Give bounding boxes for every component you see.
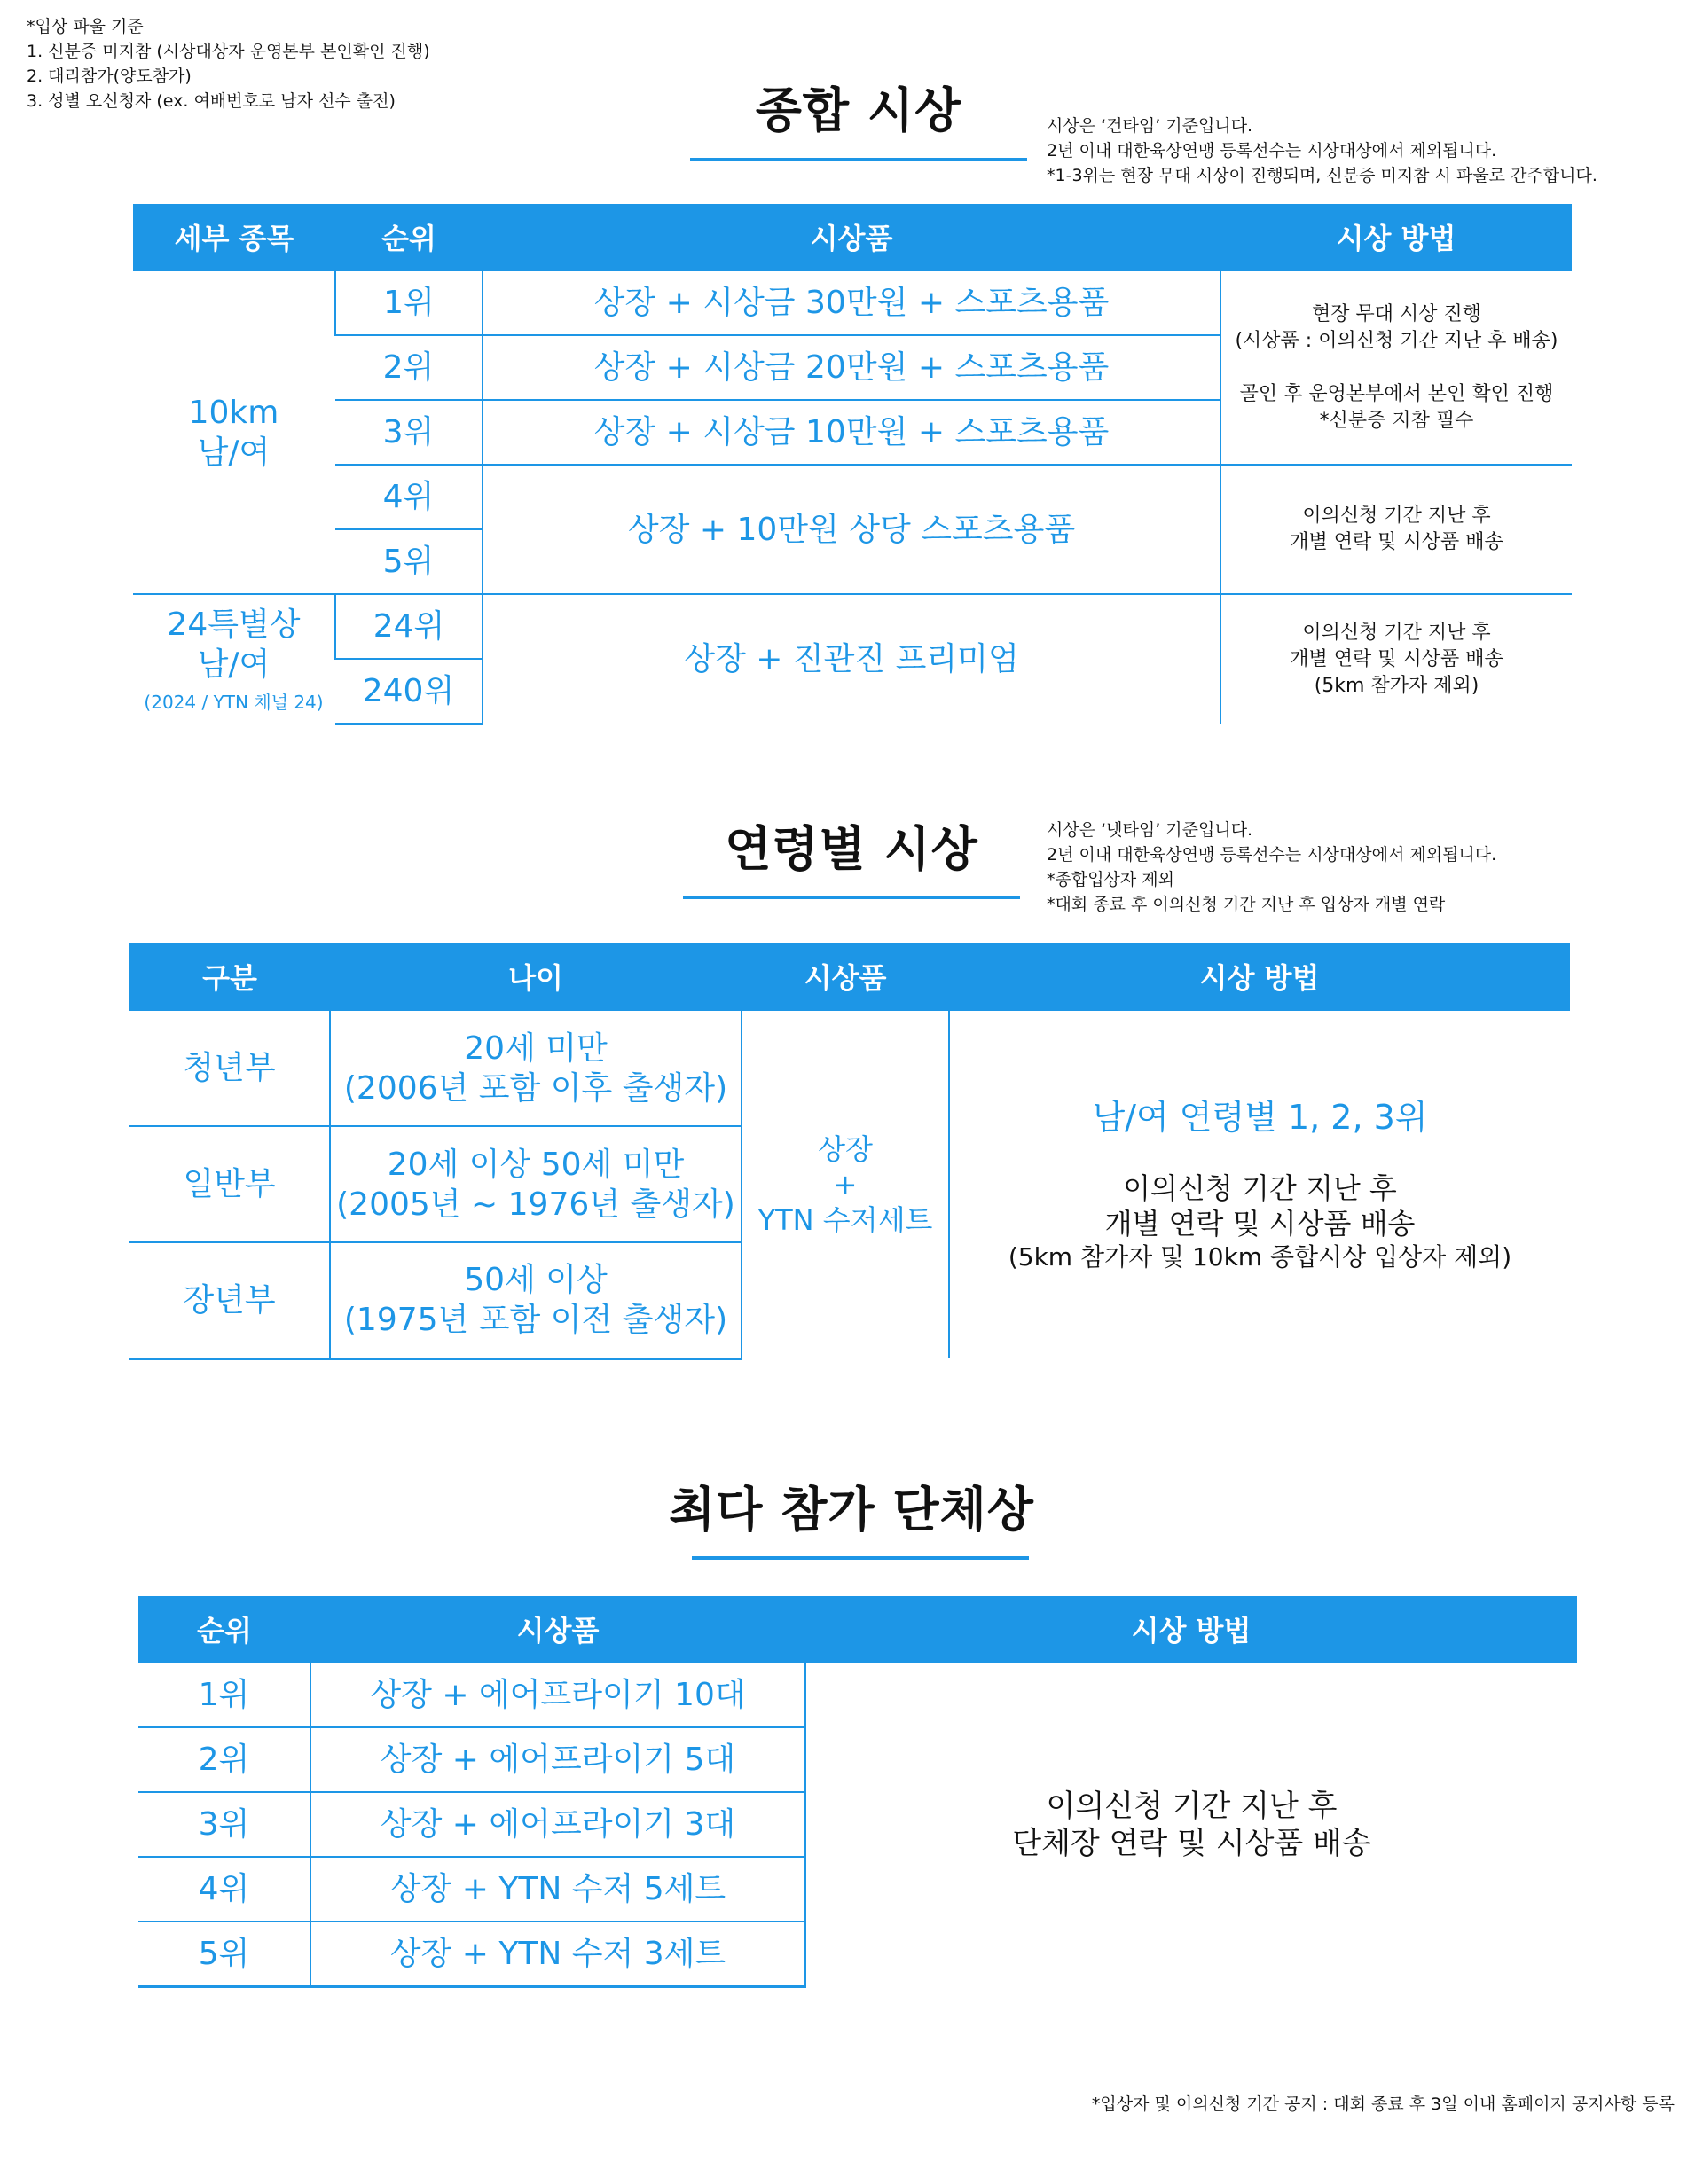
group-row-1 <box>138 1663 1577 1727</box>
prize-3: 상장 + 시상금 10만원 + 스포츠용품 <box>483 400 1220 465</box>
age-range-youth <box>330 1010 742 1126</box>
overall-header-rank: 순위 <box>335 204 483 270</box>
group-title: 최다 참가 단체상 <box>669 1482 1034 1538</box>
overall-row-4 <box>133 465 1572 529</box>
age-header-row <box>129 943 1570 1010</box>
age-range-general-main: 20세 이상 50세 미만 <box>387 1146 685 1183</box>
event-special-cell <box>133 594 335 724</box>
group-header-prize: 시상품 <box>310 1596 805 1663</box>
event-special-name: 24특별상 <box>167 606 301 643</box>
method-special-line-3: (5km 참가자 제외) <box>1314 674 1479 697</box>
age-range-general-years: (2005년 ~ 1976년 출생자) <box>336 1186 735 1223</box>
age-method-line-3: (5km 참가자 및 10km 종합시상 입상자 제외) <box>1008 1242 1512 1272</box>
method-top3-line-2: (시상품 : 이의신청 기간 지난 후 배송) <box>1235 329 1558 352</box>
group-rank-4: 4위 <box>138 1857 310 1922</box>
rank-4: 4위 <box>335 465 483 529</box>
group-prize-3: 상장 + 에어프라이기 3대 <box>310 1792 805 1857</box>
foul-notes-title: *입상 파울 기준 <box>27 17 144 36</box>
group-rank-3: 3위 <box>138 1792 310 1857</box>
prize-special: 상장 + 진관진 프리미엄 <box>483 594 1220 724</box>
overall-title: 종합 시상 <box>755 82 962 138</box>
age-group-general: 일반부 <box>129 1126 330 1242</box>
group-header-row <box>138 1596 1577 1663</box>
overall-table <box>133 204 1572 725</box>
age-group-senior: 장년부 <box>129 1242 330 1358</box>
age-prize-line-2: + <box>833 1168 858 1202</box>
method-top3-line-1: 현장 무대 시상 진행 <box>1312 302 1481 325</box>
rank-3: 3위 <box>335 400 483 465</box>
age-range-youth-years: (2006년 포함 이후 출생자) <box>343 1069 728 1107</box>
method-45-line-2: 개별 연락 및 시상품 배송 <box>1290 531 1503 553</box>
overall-note-1: 시상은 ‘건타임’ 기준입니다. <box>1047 116 1253 136</box>
age-title-underline <box>683 896 1020 899</box>
group-prize-4: 상장 + YTN 수저 5세트 <box>310 1857 805 1922</box>
prize-1: 상장 + 시상금 30만원 + 스포츠용품 <box>483 270 1220 335</box>
overall-header-method: 시상 방법 <box>1220 204 1572 270</box>
method-special-line-1: 이의신청 기간 지난 후 <box>1302 621 1491 644</box>
method-top3-line-4: *신분증 지참 필수 <box>1319 409 1474 432</box>
group-method-cell <box>805 1663 1577 1986</box>
event-special-gender: 남/여 <box>197 646 271 683</box>
rank-1: 1위 <box>335 270 483 335</box>
foul-notes <box>27 14 430 114</box>
method-45-line-1: 이의신청 기간 지난 후 <box>1302 505 1491 527</box>
age-note-4: *대회 종료 후 이의신청 기간 지난 후 입상자 개별 연락 <box>1047 895 1446 914</box>
age-prize-line-1: 상장 <box>818 1132 873 1166</box>
overall-title-underline <box>690 158 1027 161</box>
age-header-prize: 시상품 <box>742 943 949 1010</box>
age-header-group: 구분 <box>129 943 330 1010</box>
group-rank-2: 2위 <box>138 1727 310 1792</box>
prize-4-5: 상장 + 10만원 상당 스포츠용품 <box>483 465 1220 594</box>
method-top3-cell <box>1220 270 1572 465</box>
foul-note-3: 3. 성별 오신청자 (ex. 여배번호로 남자 선수 출전) <box>27 91 396 111</box>
footer-note: *입상자 및 이의신청 기간 공지 : 대회 종료 후 3일 이내 홈페이지 공지사항 등록 <box>1091 2094 1675 2114</box>
group-prize-1: 상장 + 에어프라이기 10대 <box>310 1663 805 1727</box>
group-prize-5: 상장 + YTN 수저 3세트 <box>310 1922 805 1986</box>
foul-note-1: 1. 신분증 미지참 (시상대상자 운영본부 본인확인 진행) <box>27 42 430 61</box>
group-method-line-2: 단체장 연락 및 시상품 배송 <box>1012 1826 1371 1861</box>
rank-5: 5위 <box>335 529 483 594</box>
event-special-sub: (2024 / YTN 채널 24) <box>144 691 324 713</box>
event-10km-gender: 남/여 <box>197 434 271 471</box>
age-range-senior-main: 50세 이상 <box>464 1262 608 1299</box>
age-row-youth <box>129 1010 1570 1126</box>
age-note-1: 시상은 ‘넷타임’ 기준입니다. <box>1047 820 1253 840</box>
overall-header-row <box>133 204 1572 270</box>
group-rank-5: 5위 <box>138 1922 310 1986</box>
age-header-method: 시상 방법 <box>949 943 1570 1010</box>
method-special-cell <box>1220 594 1572 724</box>
rank-2: 2위 <box>335 335 483 400</box>
age-table <box>129 943 1570 1360</box>
overall-row-1 <box>133 270 1572 335</box>
overall-notes <box>1047 114 1597 188</box>
age-note-3: *종합입상자 제외 <box>1047 870 1175 889</box>
age-method-cell <box>949 1010 1570 1358</box>
group-rank-1: 1위 <box>138 1663 310 1727</box>
rank-240: 240위 <box>335 659 483 724</box>
age-prize-line-3: YTN 수저세트 <box>757 1203 933 1237</box>
method-45-cell <box>1220 465 1572 594</box>
overall-note-2: 2년 이내 대한육상연맹 등록선수는 시상대상에서 제외됩니다. <box>1047 141 1497 160</box>
age-method-highlight: 남/여 연령별 1, 2, 3위 <box>1092 1097 1428 1137</box>
age-method-line-2: 개별 연락 및 시상품 배송 <box>1104 1207 1416 1241</box>
group-header-rank: 순위 <box>138 1596 310 1663</box>
overall-header-event: 세부 종목 <box>133 204 335 270</box>
group-method-line-1: 이의신청 기간 지난 후 <box>1046 1788 1338 1824</box>
age-method-line-1: 이의신청 기간 지난 후 <box>1123 1171 1397 1206</box>
age-header-age: 나이 <box>330 943 742 1010</box>
rank-24: 24위 <box>335 594 483 659</box>
age-notes <box>1047 818 1496 917</box>
age-range-youth-main: 20세 미만 <box>464 1029 608 1067</box>
overall-row-24 <box>133 594 1572 659</box>
prize-2: 상장 + 시상금 20만원 + 스포츠용품 <box>483 335 1220 400</box>
group-header-method: 시상 방법 <box>805 1596 1577 1663</box>
event-10km-cell <box>133 270 335 594</box>
age-group-youth: 청년부 <box>129 1010 330 1126</box>
group-prize-2: 상장 + 에어프라이기 5대 <box>310 1727 805 1792</box>
overall-note-3: *1-3위는 현장 무대 시상이 진행되며, 신분증 미지참 시 파울로 간주합니다. <box>1047 166 1597 185</box>
method-top3-line-3: 골인 후 운영본부에서 본인 확인 진행 <box>1239 382 1554 405</box>
group-table <box>138 1596 1577 1988</box>
group-title-underline <box>692 1556 1029 1560</box>
age-range-senior <box>330 1242 742 1358</box>
age-range-senior-years: (1975년 포함 이전 출생자) <box>343 1302 728 1339</box>
foul-note-2: 2. 대리참가(양도참가) <box>27 67 192 86</box>
age-prize-cell <box>742 1010 949 1358</box>
age-range-general <box>330 1126 742 1242</box>
method-special-line-2: 개별 연락 및 시상품 배송 <box>1290 647 1503 670</box>
overall-header-prize: 시상품 <box>483 204 1220 270</box>
event-10km-distance: 10km <box>188 394 279 431</box>
age-note-2: 2년 이내 대한육상연맹 등록선수는 시상대상에서 제외됩니다. <box>1047 845 1497 865</box>
age-title: 연령별 시상 <box>725 821 978 877</box>
